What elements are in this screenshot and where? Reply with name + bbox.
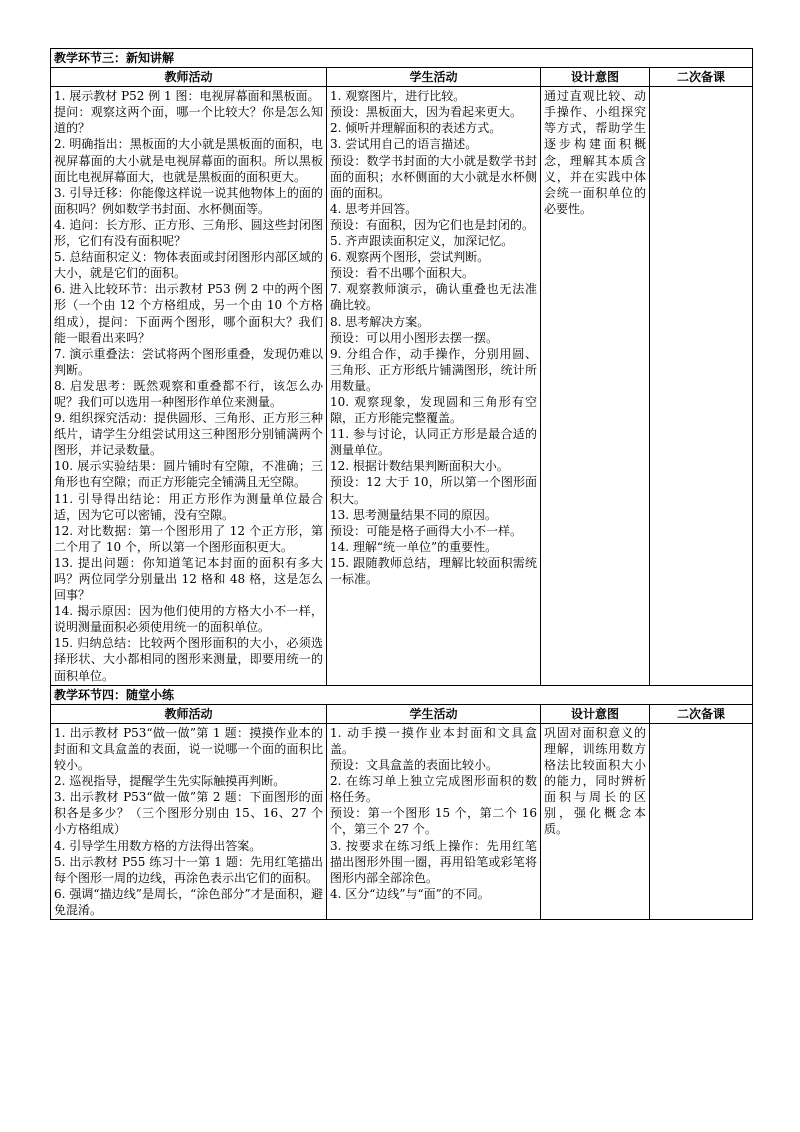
section4-intent-cell bbox=[541, 723, 650, 919]
header-design-intent: 设计意图 bbox=[541, 704, 650, 723]
section3-intent-text: 通过直观比较、动手操作、小组探究等方式，帮助学生逐步构建面积概念，理解其本质含义，并在实践中体会统一面积单位的必要性。 bbox=[544, 89, 646, 216]
section4-title-row bbox=[51, 685, 753, 704]
section4-student-cell bbox=[327, 723, 541, 919]
activity-line: 12. 对比数据：第一个图形用了 12 个正方形，第二个用了 10 个，所以第一个图形面积更大。 bbox=[54, 523, 323, 554]
activity-line: 8. 思考解决方案。 bbox=[330, 314, 430, 329]
section3-title-row bbox=[51, 49, 753, 68]
section3-intent-cell bbox=[541, 87, 650, 685]
activity-line: 10. 观察现象，发现圆和三角形有空隙，正方形能完整覆盖。 bbox=[330, 394, 537, 426]
activity-line: 2. 在练习单上独立完成图形面积的数格任务。 bbox=[330, 774, 537, 805]
section4-title: 教学环节四：随堂小练 bbox=[51, 685, 753, 704]
activity-line: 预设：可能是格子画得大小不一样。 bbox=[330, 523, 523, 538]
header-teacher-activity: 教师活动 bbox=[51, 704, 327, 723]
section3-secondary-cell[interactable] bbox=[650, 87, 753, 685]
header-student-activity: 学生活动 bbox=[327, 704, 541, 723]
activity-line: 8. 启发思考：既然观察和重叠都不行，该怎么办呢？我们可以选用一种图形作单位来测量。 bbox=[54, 378, 323, 409]
activity-line: 预设：第一个图形 15 个，第二个 16 个，第三个 27 个。 bbox=[330, 806, 537, 837]
section4-teacher-cell bbox=[51, 723, 327, 919]
activity-line: 2. 明确指出：黑板面的大小就是黑板面的面积，电视屏幕面的大小就是电视屏幕面的面积。所以黑板面比电视屏幕面大，也就是黑板面的面积更大。 bbox=[54, 137, 323, 184]
activity-line: 4. 追问：长方形、正方形、三角形、圆这些封闭图形，它们有没有面积呢？ bbox=[54, 217, 323, 249]
activity-line: 3. 出示教材 P53“做一做”第 2 题：下面图形的面积各是多少？（三个图形分别由 15、16、27 个小方格组成） bbox=[54, 790, 323, 837]
activity-line: 预设：黑板面大，因为看起来更大。 bbox=[330, 105, 523, 120]
activity-line: 15. 跟随教师总结，理解比较面积需统一标准。 bbox=[330, 555, 537, 586]
activity-line: 预设：有面积，因为它们也是封闭的。 bbox=[330, 217, 535, 232]
activity-line: 2. 巡视指导，提醒学生先实际触摸再判断。 bbox=[54, 774, 286, 789]
activity-line: 1. 展示教材 P52 例 1 图：电视屏幕面和黑板面。 bbox=[54, 89, 320, 104]
activity-line: 4. 思考并回答。 bbox=[330, 201, 418, 216]
activity-line: 7. 演示重叠法：尝试将两个图形重叠，发现仍难以判断。 bbox=[54, 346, 323, 377]
header-teacher-activity: 教师活动 bbox=[51, 68, 327, 87]
activity-line: 11. 引导得出结论：用正方形作为测量单位最合适，因为它可以密铺，没有空隙。 bbox=[54, 491, 323, 522]
activity-line: 5. 出示教材 P55 练习十一第 1 题：先用红笔描出每个图形一周的边线，再涂色表示出它们的面积。 bbox=[54, 854, 323, 885]
activity-line: 3. 尝试用自己的语言描述。 bbox=[330, 137, 478, 152]
activity-line: 9. 分组合作，动手操作，分别用圆、三角形、正方形纸片铺满图形，统计所用数量。 bbox=[330, 346, 537, 393]
activity-line: 14. 揭示原因：因为他们使用的方格大小不一样，说明测量面积必须使用统一的面积单位。 bbox=[54, 604, 323, 635]
section3-header-row bbox=[51, 68, 753, 87]
activity-line: 5. 齐声跟读面积定义，加深记忆。 bbox=[330, 234, 514, 249]
activity-line: 13. 提出问题：你知道笔记本封面的面积有多大吗？两位同学分别量出 12 格和 48 格，这是怎么回事？ bbox=[54, 555, 323, 603]
activity-line: 5. 总结面积定义：物体表面或封闭图形内部区域的大小，就是它们的面积。 bbox=[54, 250, 323, 281]
activity-line: 预设：看不出哪个面积大。 bbox=[330, 266, 475, 281]
header-secondary-prep: 二次备课 bbox=[650, 704, 753, 723]
activity-line: 预设：数学书封面的大小就是数学书封面的面积；水杯侧面的大小就是水杯侧面的面积。 bbox=[330, 153, 537, 200]
section3-student-cell bbox=[327, 87, 541, 685]
header-student-activity: 学生活动 bbox=[327, 68, 541, 87]
lesson-plan-table bbox=[50, 48, 753, 920]
section4-intent-text: 巩固对面积意义的理解，训练用数方格法比较面积大小的能力，同时辨析面积与周长的区别，强化概念本质。 bbox=[544, 725, 646, 837]
section4-content-row bbox=[51, 723, 753, 919]
activity-line: 7. 观察教师演示，确认重叠也无法准确比较。 bbox=[330, 282, 537, 313]
activity-line: 提问：观察这两个面，哪一个比较大？你是怎么知道的？ bbox=[54, 105, 323, 136]
activity-line: 3. 引导迁移：你能像这样说一说其他物体上的面的面积吗？例如数学书封面、水杯侧面等。 bbox=[54, 185, 323, 216]
activity-line: 预设：12 大于 10，所以第一个图形面积大。 bbox=[330, 475, 537, 506]
header-design-intent: 设计意图 bbox=[541, 68, 650, 87]
activity-line: 10. 展示实验结果：圆片铺时有空隙，不准确；三角形也有空隙；而正方形能完全铺满且无空隙。 bbox=[54, 459, 323, 490]
activity-line: 6. 强调“描边线”是周长，“涂色部分”才是面积，避免混淆。 bbox=[54, 886, 323, 917]
activity-line: 13. 思考测量结果不同的原因。 bbox=[330, 507, 497, 522]
section3-teacher-cell bbox=[51, 87, 327, 685]
activity-line: 3. 按要求在练习纸上操作：先用红笔描出图形外围一圈，再用铅笔或彩笔将图形内部全部涂色。 bbox=[330, 838, 537, 885]
activity-line: 6. 进入比较环节：出示教材 P53 例 2 中的两个图形（一个由 12 个方格组成，另一个由 10 个方格组成），提问：下面两个图形，哪个面积大？我们能一眼看出来吗？ bbox=[54, 282, 323, 345]
section4-header-row bbox=[51, 704, 753, 723]
activity-line: 4. 区分“边线”与“面”的不同。 bbox=[330, 886, 490, 901]
activity-line: 预设：可以用小图形去摆一摆。 bbox=[330, 330, 499, 345]
activity-line: 4. 引导学生用数方格的方法得出答案。 bbox=[54, 838, 262, 853]
activity-line: 1. 动手摸一摸作业本封面和文具盒盖。 bbox=[330, 725, 537, 756]
activity-line: 12. 根据计数结果判断面积大小。 bbox=[330, 459, 509, 474]
activity-line: 1. 观察图片，进行比较。 bbox=[330, 89, 466, 104]
activity-line: 15. 归纳总结：比较两个图形面积的大小，必须选择形状、大小都相同的图形来测量，即要用统一的面积单位。 bbox=[54, 636, 323, 683]
activity-line: 9. 组织探究活动：提供圆形、三角形、正方形三种纸片，请学生分组尝试用这三种图形分别铺满两个图形，并记录数量。 bbox=[54, 411, 323, 458]
activity-line: 1. 出示教材 P53“做一做”第 1 题：摸摸作业本的封面和文具盒盖的表面，说一说哪一个面的面积比较小。 bbox=[54, 725, 323, 773]
section3-title: 教学环节三：新知讲解 bbox=[51, 49, 753, 68]
activity-line: 预设：文具盒盖的表面比较小。 bbox=[330, 758, 499, 773]
section3-content-row bbox=[51, 87, 753, 685]
section4-secondary-cell[interactable] bbox=[650, 723, 753, 919]
activity-line: 6. 观察两个图形，尝试判断。 bbox=[330, 250, 490, 265]
activity-line: 2. 倾听并理解面积的表述方式。 bbox=[330, 121, 502, 136]
activity-line: 14. 理解“统一单位”的重要性。 bbox=[330, 539, 498, 554]
header-secondary-prep: 二次备课 bbox=[650, 68, 753, 87]
activity-line: 11. 参与讨论，认同正方形是最合适的测量单位。 bbox=[330, 427, 537, 458]
